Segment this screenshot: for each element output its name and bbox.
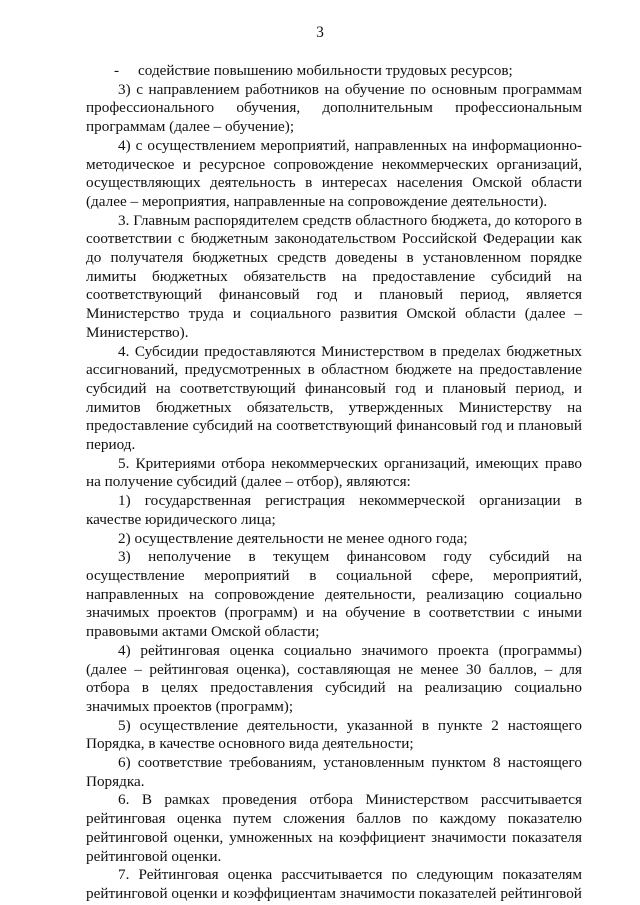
- paragraph-section-4: 4. Субсидии предоставляются Министерством в пределах бюджетных ассигнований, предусмотренных в областном бюджете на предоставление субсидий на соответствующий финансовый год и плановый период, и лимитов бюджетных обязательств, утвержденных Министерству на предоставление субсидий на соответствующий финансовый год и плановый период.: [86, 342, 582, 454]
- paragraph-criterion-1: 1) государственная регистрация некоммерческой организации в качестве юридического лица;: [86, 492, 582, 528]
- paragraph-criterion-4: 4) рейтинговая оценка социально значимого проекта (программы) (далее – рейтинговая оценка), составляющая не менее 30 баллов, – для отбора в целях предоставления субсидий на реализацию социально значимых проектов (программ);: [86, 641, 582, 715]
- paragraph-section-6: 6. В рамках проведения отбора Министерством рассчитывается рейтинговая оценка путем сложения баллов по каждому показателю рейтинговой оценки, умноженных на коэффициент значимости показателя рейтинговой оценки.: [86, 791, 582, 865]
- paragraph-criterion-6: 6) соответствие требованиям, установленным пунктом 8 настоящего Порядка.: [86, 754, 582, 790]
- paragraph-section-5: 5. Критериями отбора некоммерческих организаций, имеющих право на получение субсидий (далее – отбор), являются:: [86, 454, 582, 491]
- paragraph-item-4-events: 4) с осуществлением мероприятий, направленных на информационно-методическое и ресурсное сопровождение некоммерческих организаций, осуществляющих деятельность в интересах населения Омской области (далее – мероприятия, направленные на сопровождение деятельности).: [86, 136, 582, 210]
- page-number: 3: [316, 24, 324, 41]
- paragraph-section-3: 3. Главным распорядителем средств областного бюджета, до которого в соответствии с бюджетным законодательством Российской Федерации как до получателя бюджетных средств доведены в установленном порядке лимиты бюджетных обязательств на предоставление субсидий на соответствующий финансовый год и плановый период, является Министерство труда и социального развития Омской области (далее – Министерство).: [86, 211, 582, 341]
- paragraph-criterion-2: 2) осуществление деятельности не менее одного года;: [118, 529, 468, 547]
- paragraph-mobility: - содействие повышению мобильности трудовых ресурсов;: [114, 62, 513, 79]
- document-body: [86, 62, 582, 904]
- paragraph-criterion-3: 3) неполучение в текущем финансовом году субсидий на осуществление мероприятий в социальной сфере, мероприятий, направленных на сопровождение деятельности, реализацию социально значимых проектов (программ) и на обучение в соответствии с иными правовыми актами Омской области;: [86, 548, 582, 641]
- paragraph-item-3-training: 3) с направлением работников на обучение по основным программам профессионального обучения, дополнительным профессиональным программам (далее – обучение);: [86, 80, 582, 136]
- paragraph-criterion-5: 5) осуществление деятельности, указанной в пункте 2 настоящего Порядка, в качестве основного вида деятельности;: [86, 716, 582, 753]
- paragraph-section-7: 7. Рейтинговая оценка рассчитывается по следующим показателям рейтинговой оценки и коэффициентам значимости показателей рейтинговой: [86, 866, 582, 902]
